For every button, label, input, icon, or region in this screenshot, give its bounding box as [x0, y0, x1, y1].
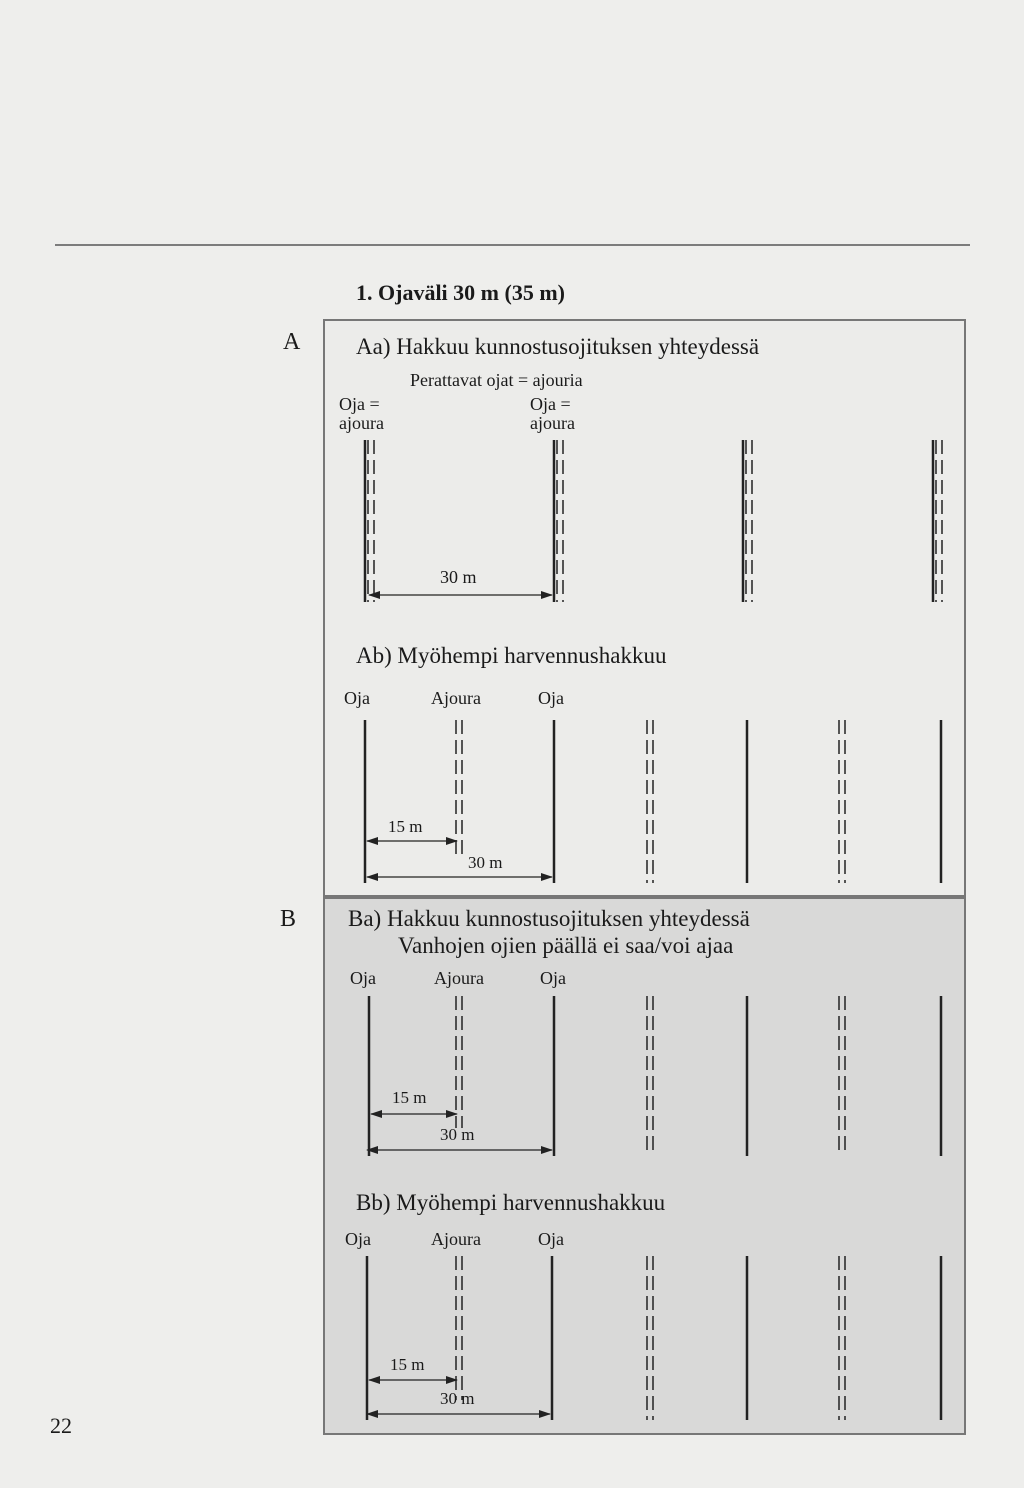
aa-label-right-2: ajoura	[530, 413, 575, 433]
ba-label-ajoura: Ajoura	[434, 968, 484, 988]
aa-label-right-1: Oja =	[530, 394, 571, 414]
bb-title: Bb) Myöhempi harvennushakkuu	[356, 1190, 666, 1215]
aa-label-left-2: ajoura	[339, 413, 384, 433]
ba-dimension-long: 30 m	[440, 1125, 475, 1144]
aa-title: Aa) Hakkuu kunnostusojituksen yhteydessä	[356, 334, 760, 359]
ba-dimension-short: 15 m	[392, 1088, 427, 1107]
ab-label-ajoura: Ajoura	[431, 688, 481, 708]
ab-label-oja-left: Oja	[344, 688, 370, 708]
aa-dimension: 30 m	[440, 567, 477, 587]
bb-label-oja-right: Oja	[538, 1229, 564, 1249]
bb-label-oja-left: Oja	[345, 1229, 371, 1249]
ab-label-oja-right: Oja	[538, 688, 564, 708]
bb-dimension-long: 30 m	[440, 1389, 475, 1408]
aa-label-left-1: Oja =	[339, 394, 380, 414]
ab-dimension-short: 15 m	[388, 817, 423, 836]
ba-title: Ba) Hakkuu kunnostusojituksen yhteydessä	[348, 906, 750, 931]
ba-subtitle: Vanhojen ojien päällä ei saa/voi ajaa	[398, 933, 734, 958]
page-number: 22	[50, 1413, 72, 1438]
section-letter-b: B	[280, 906, 297, 932]
ab-title: Ab) Myöhempi harvennushakkuu	[356, 643, 667, 668]
section-letter-a: A	[283, 329, 301, 355]
ba-label-oja-left: Oja	[350, 968, 376, 988]
page-heading: 1. Ojaväli 30 m (35 m)	[356, 280, 565, 305]
bb-label-ajoura: Ajoura	[431, 1229, 481, 1249]
ba-label-oja-right: Oja	[540, 968, 566, 988]
ab-dimension-long: 30 m	[468, 853, 503, 872]
aa-subtitle: Perattavat ojat = ajouria	[410, 370, 583, 390]
bb-dimension-short: 15 m	[390, 1355, 425, 1374]
